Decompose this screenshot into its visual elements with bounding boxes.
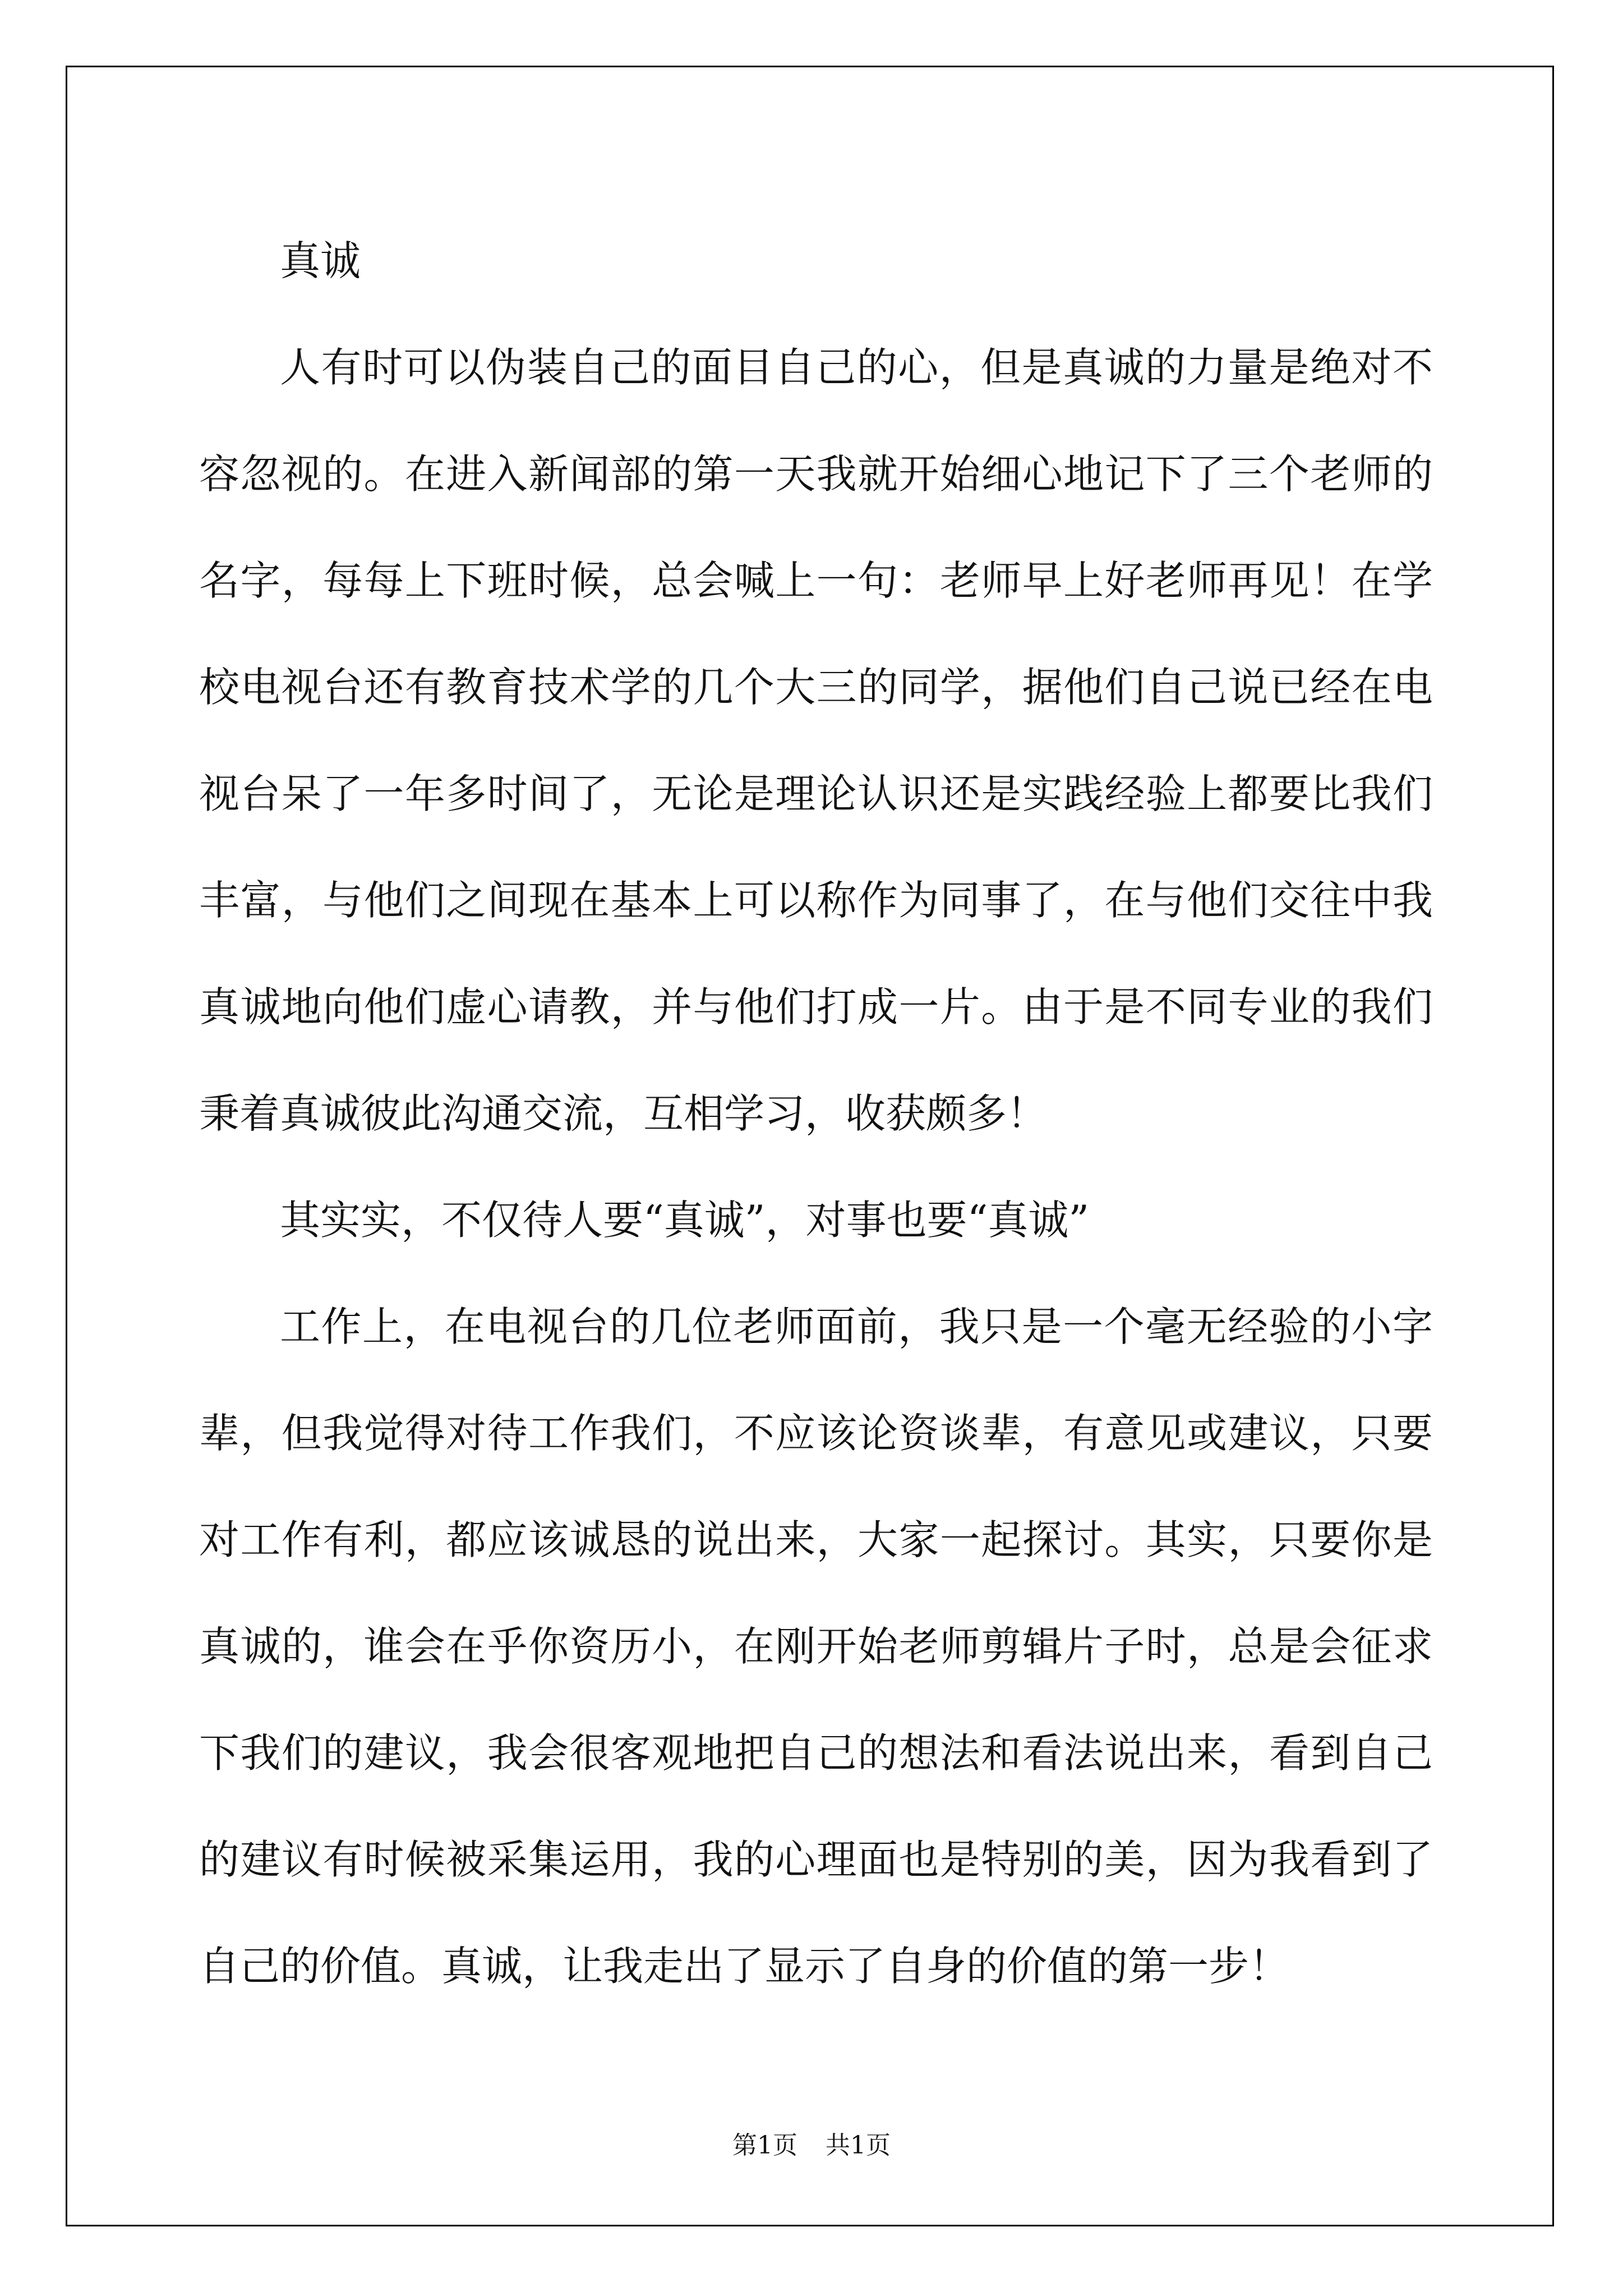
page-number-current: 第1页: [732, 2131, 797, 2160]
document-body: [199, 208, 1433, 2019]
paragraph: 其实实，不仅待人要“真诚”，对事也要“真诚”: [280, 1197, 1090, 1244]
page-number-total: 共1页: [826, 2131, 891, 2160]
document-title: 真诚: [280, 237, 361, 284]
paragraph: 人有时可以伪装自己的面目自己的心，但是真诚的力量是绝对不容忽视的。在进入新闻部的第一天我就开始细心地记下了三个老师的名字，每每上下班时候，总会喊上一句：老师早上好老师再见！在学校电视台还有教育技术学的几个大三的同学，据他们自己说已经在电视台呆了一年多时间了，无论是理论认识还是实践经验上都要比我们丰富，与他们之间现在基本上可以称作为同事了，在与他们交往中我真诚地向他们虚心请教，并与他们打成一片。由于是不同专业的我们秉着真诚彼此沟通交流，互相学习，收获颇多！: [199, 344, 1433, 1137]
paragraph: 工作上，在电视台的几位老师面前，我只是一个毫无经验的小字辈，但我觉得对待工作我们，不应该论资谈辈，有意见或建议，只要对工作有利，都应该诚恳的说出来，大家一起探讨。其实，只要你是真诚的，谁会在乎你资历小，在刚开始老师剪辑片子时，总是会征求下我们的建议，我会很客观地把自己的想法和看法说出来，看到自己的建议有时候被采集运用，我的心理面也是特别的美，因为我看到了自己的价值。真诚，让我走出了显示了自身的价值的第一步！: [199, 1303, 1433, 1990]
page-footer: [0, 2129, 1623, 2162]
